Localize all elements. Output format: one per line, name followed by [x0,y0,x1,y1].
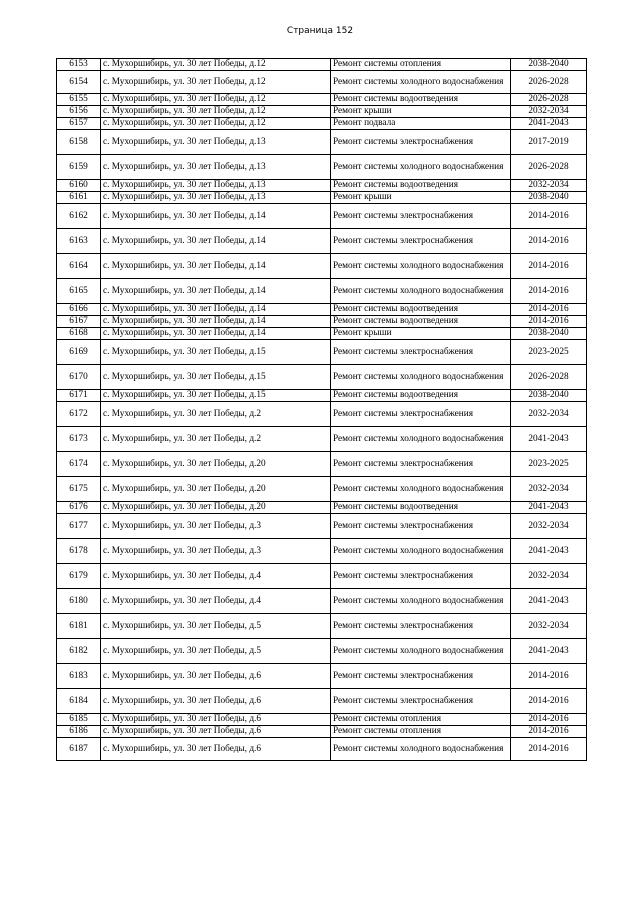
row-address: с. Мухоршибирь, ул. 30 лет Победы, д.14 [101,279,331,304]
row-years: 2026-2028 [511,71,587,94]
row-work-type: Ремонт системы холодного водоснабжения [331,639,511,664]
row-years: 2038-2040 [511,192,587,204]
row-work-type: Ремонт системы холодного водоснабжения [331,477,511,502]
row-address: с. Мухоршибирь, ул. 30 лет Победы, д.14 [101,204,331,229]
row-work-type: Ремонт системы электроснабжения [331,229,511,254]
row-years: 2014-2016 [511,738,587,761]
row-work-type: Ремонт системы холодного водоснабжения [331,365,511,390]
row-address: с. Мухоршибирь, ул. 30 лет Победы, д.14 [101,229,331,254]
row-work-type: Ремонт крыши [331,328,511,340]
row-work-type: Ремонт системы водоотведения [331,180,511,192]
row-years: 2041-2043 [511,502,587,514]
row-address: с. Мухоршибирь, ул. 30 лет Победы, д.6 [101,738,331,761]
table-row [57,402,587,427]
row-address: с. Мухоршибирь, ул. 30 лет Победы, д.4 [101,589,331,614]
row-number: 6161 [57,192,101,204]
row-years: 2041-2043 [511,539,587,564]
row-work-type: Ремонт системы холодного водоснабжения [331,738,511,761]
row-work-type: Ремонт системы отопления [331,714,511,726]
row-years: 2026-2028 [511,365,587,390]
row-years: 2014-2016 [511,229,587,254]
row-number: 6154 [57,71,101,94]
table-row [57,192,587,204]
row-years: 2032-2034 [511,106,587,118]
row-work-type: Ремонт системы холодного водоснабжения [331,71,511,94]
row-address: с. Мухоршибирь, ул. 30 лет Победы, д.20 [101,477,331,502]
row-address: с. Мухоршибирь, ул. 30 лет Победы, д.12 [101,71,331,94]
row-work-type: Ремонт системы холодного водоснабжения [331,254,511,279]
row-address: с. Мухоршибирь, ул. 30 лет Победы, д.14 [101,316,331,328]
row-work-type: Ремонт системы холодного водоснабжения [331,539,511,564]
row-years: 2032-2034 [511,180,587,192]
row-address: с. Мухоршибирь, ул. 30 лет Победы, д.2 [101,402,331,427]
row-address: с. Мухоршибирь, ул. 30 лет Победы, д.3 [101,539,331,564]
row-address: с. Мухоршибирь, ул. 30 лет Победы, д.6 [101,689,331,714]
row-address: с. Мухоршибирь, ул. 30 лет Победы, д.14 [101,304,331,316]
row-work-type: Ремонт системы холодного водоснабжения [331,155,511,180]
row-work-type: Ремонт системы электроснабжения [331,664,511,689]
row-work-type: Ремонт системы водоотведения [331,316,511,328]
table-row [57,639,587,664]
table-row [57,589,587,614]
row-address: с. Мухоршибирь, ул. 30 лет Победы, д.13 [101,130,331,155]
table-row [57,316,587,328]
row-years: 2014-2016 [511,316,587,328]
table-row [57,229,587,254]
row-address: с. Мухоршибирь, ул. 30 лет Победы, д.15 [101,340,331,365]
table-row [57,477,587,502]
row-work-type: Ремонт крыши [331,106,511,118]
row-work-type: Ремонт системы водоотведения [331,502,511,514]
row-work-type: Ремонт системы электроснабжения [331,340,511,365]
table-row [57,71,587,94]
table-row [57,130,587,155]
row-years: 2032-2034 [511,614,587,639]
row-years: 2032-2034 [511,514,587,539]
row-years: 2014-2016 [511,726,587,738]
row-number: 6180 [57,589,101,614]
row-number: 6169 [57,340,101,365]
table-row [57,304,587,316]
row-work-type: Ремонт системы электроснабжения [331,514,511,539]
row-years: 2014-2016 [511,664,587,689]
table-row [57,427,587,452]
row-years: 2038-2040 [511,328,587,340]
row-number: 6166 [57,304,101,316]
row-years: 2017-2019 [511,130,587,155]
row-work-type: Ремонт системы электроснабжения [331,402,511,427]
row-work-type: Ремонт системы холодного водоснабжения [331,589,511,614]
row-work-type: Ремонт системы электроснабжения [331,689,511,714]
row-address: с. Мухоршибирь, ул. 30 лет Победы, д.5 [101,639,331,664]
page-header: Страница 152 [286,26,354,36]
row-work-type: Ремонт системы водоотведения [331,390,511,402]
row-years: 2023-2025 [511,452,587,477]
row-address: с. Мухоршибирь, ул. 30 лет Победы, д.6 [101,664,331,689]
table-row [57,689,587,714]
row-address: с. Мухоршибирь, ул. 30 лет Победы, д.13 [101,192,331,204]
row-years: 2023-2025 [511,340,587,365]
table-row [57,564,587,589]
table-row [57,738,587,761]
table-row [57,328,587,340]
row-address: с. Мухоршибирь, ул. 30 лет Победы, д.12 [101,94,331,106]
row-years: 2038-2040 [511,390,587,402]
row-number: 6182 [57,639,101,664]
table-body [57,59,587,761]
row-number: 6181 [57,614,101,639]
row-years: 2026-2028 [511,94,587,106]
row-address: с. Мухоршибирь, ул. 30 лет Победы, д.13 [101,155,331,180]
row-years: 2014-2016 [511,714,587,726]
row-number: 6158 [57,130,101,155]
row-address: с. Мухоршибирь, ул. 30 лет Победы, д.14 [101,254,331,279]
row-years: 2041-2043 [511,589,587,614]
row-number: 6155 [57,94,101,106]
row-number: 6171 [57,390,101,402]
table-row [57,180,587,192]
row-number: 6153 [57,59,101,71]
row-address: с. Мухоршибирь, ул. 30 лет Победы, д.15 [101,390,331,402]
row-number: 6178 [57,539,101,564]
table-row [57,340,587,365]
row-number: 6164 [57,254,101,279]
table-row [57,204,587,229]
table-row [57,59,587,71]
table-row [57,714,587,726]
row-address: с. Мухоршибирь, ул. 30 лет Победы, д.2 [101,427,331,452]
row-work-type: Ремонт системы холодного водоснабжения [331,427,511,452]
table-row [57,279,587,304]
row-number: 6173 [57,427,101,452]
row-years: 2014-2016 [511,304,587,316]
row-work-type: Ремонт системы электроснабжения [331,204,511,229]
row-years: 2014-2016 [511,204,587,229]
table-row [57,118,587,130]
table-row [57,664,587,689]
row-number: 6176 [57,502,101,514]
row-address: с. Мухоршибирь, ул. 30 лет Победы, д.13 [101,180,331,192]
table-row [57,514,587,539]
row-years: 2032-2034 [511,402,587,427]
row-work-type: Ремонт подвала [331,118,511,130]
row-address: с. Мухоршибирь, ул. 30 лет Победы, д.20 [101,452,331,477]
row-address: с. Мухоршибирь, ул. 30 лет Победы, д.14 [101,328,331,340]
row-number: 6159 [57,155,101,180]
table-row [57,502,587,514]
table-row [57,94,587,106]
row-address: с. Мухоршибирь, ул. 30 лет Победы, д.6 [101,714,331,726]
row-years: 2014-2016 [511,254,587,279]
row-number: 6156 [57,106,101,118]
table-row [57,254,587,279]
row-number: 6172 [57,402,101,427]
row-number: 6183 [57,664,101,689]
row-work-type: Ремонт системы холодного водоснабжения [331,279,511,304]
row-work-type: Ремонт системы водоотведения [331,304,511,316]
row-address: с. Мухоршибирь, ул. 30 лет Победы, д.12 [101,59,331,71]
row-work-type: Ремонт системы отопления [331,59,511,71]
table-row [57,452,587,477]
row-years: 2038-2040 [511,59,587,71]
row-number: 6162 [57,204,101,229]
row-address: с. Мухоршибирь, ул. 30 лет Победы, д.3 [101,514,331,539]
table-row [57,614,587,639]
row-work-type: Ремонт системы электроснабжения [331,564,511,589]
row-years: 2014-2016 [511,279,587,304]
row-work-type: Ремонт крыши [331,192,511,204]
row-number: 6160 [57,180,101,192]
row-address: с. Мухоршибирь, ул. 30 лет Победы, д.4 [101,564,331,589]
row-number: 6174 [57,452,101,477]
row-years: 2032-2034 [511,564,587,589]
row-years: 2026-2028 [511,155,587,180]
row-years: 2041-2043 [511,118,587,130]
row-years: 2041-2043 [511,639,587,664]
row-number: 6175 [57,477,101,502]
table-row [57,539,587,564]
repair-schedule-table [56,58,587,761]
row-number: 6184 [57,689,101,714]
row-number: 6179 [57,564,101,589]
table-row [57,155,587,180]
row-number: 6167 [57,316,101,328]
row-address: с. Мухоршибирь, ул. 30 лет Победы, д.12 [101,106,331,118]
row-years: 2014-2016 [511,689,587,714]
row-number: 6186 [57,726,101,738]
row-work-type: Ремонт системы электроснабжения [331,614,511,639]
row-work-type: Ремонт системы водоотведения [331,94,511,106]
row-address: с. Мухоршибирь, ул. 30 лет Победы, д.12 [101,118,331,130]
row-number: 6187 [57,738,101,761]
row-number: 6165 [57,279,101,304]
row-work-type: Ремонт системы электроснабжения [331,130,511,155]
table-row [57,106,587,118]
table-row [57,390,587,402]
row-address: с. Мухоршибирь, ул. 30 лет Победы, д.20 [101,502,331,514]
row-number: 6168 [57,328,101,340]
row-work-type: Ремонт системы электроснабжения [331,452,511,477]
table-row [57,365,587,390]
row-number: 6170 [57,365,101,390]
row-address: с. Мухоршибирь, ул. 30 лет Победы, д.15 [101,365,331,390]
row-number: 6177 [57,514,101,539]
row-work-type: Ремонт системы отопления [331,726,511,738]
row-years: 2041-2043 [511,427,587,452]
row-number: 6185 [57,714,101,726]
row-number: 6163 [57,229,101,254]
table-row [57,726,587,738]
row-number: 6157 [57,118,101,130]
row-address: с. Мухоршибирь, ул. 30 лет Победы, д.5 [101,614,331,639]
row-years: 2032-2034 [511,477,587,502]
row-address: с. Мухоршибирь, ул. 30 лет Победы, д.6 [101,726,331,738]
